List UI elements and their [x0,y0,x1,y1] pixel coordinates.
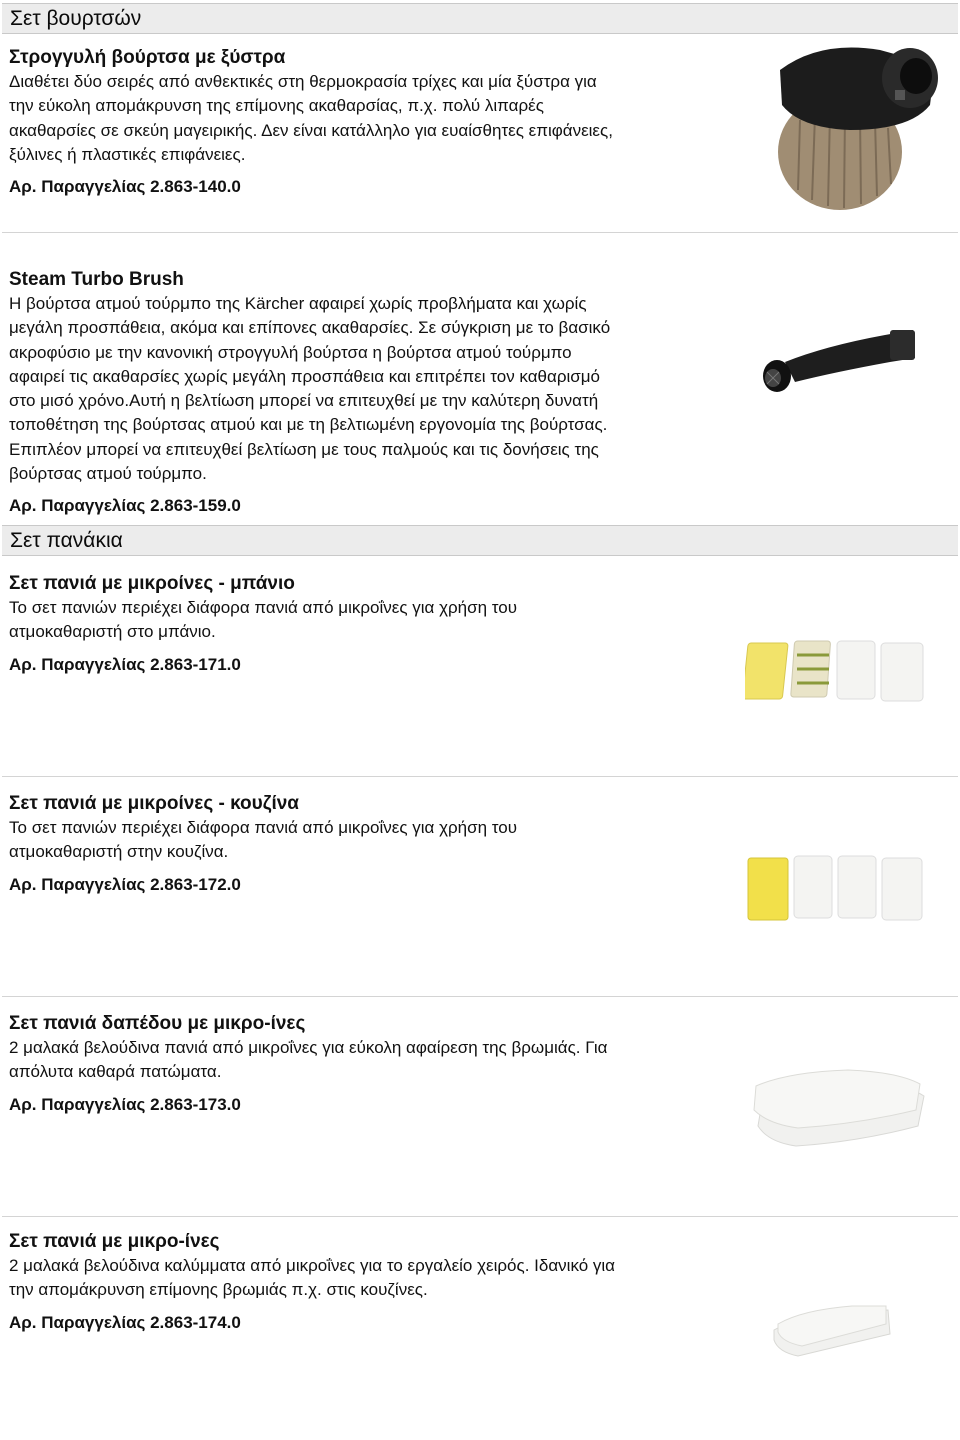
product-title: Σετ πανιά με μικροίνες - κουζίνα [9,793,299,814]
product-title: Στρογγυλή βούρτσα με ξύστρα [9,47,286,68]
order-number: Αρ. Παραγγελίας 2.863-172.0 [9,874,241,894]
round-brush-scraper-image [760,20,945,215]
product-title: Σετ πανιά δαπέδου με μικρο-ίνες [9,1013,306,1034]
section-header-cloths [2,525,958,556]
divider [2,232,958,233]
section-title: Σετ βουρτσών [10,7,142,30]
order-number: Αρ. Παραγγελίας 2.863-171.0 [9,654,241,674]
bathroom-cloth-set-image [745,635,930,705]
product-title: Σετ πανιά με μικρο-ίνες [9,1231,220,1252]
order-number: Αρ. Παραγγελίας 2.863-173.0 [9,1094,241,1114]
product-description: Το σετ πανιών περιέχει διάφορα πανιά από μικροΐνες για χρήση του ατμοκαθαριστή στο μπάνιο. [9,598,518,642]
product-round-brush [9,46,729,199]
product-description: 2 μαλακά βελούδινα πανιά από μικροΐνες για εύκολη αφαίρεση της βρωμιάς. Για απόλυτα καθαρά πατώματα. [9,1038,608,1082]
floor-cloth-set-image [748,1066,933,1150]
product-title: Steam Turbo Brush [9,269,184,290]
product-bathroom-cloth-set [9,572,729,677]
product-hand-tool-cover-set [9,1230,729,1335]
product-description: Το σετ πανιών περιέχει διάφορα πανιά από μικροΐνες για χρήση του ατμοκαθαριστή στην κουζίνα. [9,818,518,862]
product-steam-turbo-brush [9,268,729,518]
divider [2,996,958,997]
divider [2,1216,958,1217]
product-description: Διαθέτει δύο σειρές από ανθεκτικές στη θερμοκρασία τρίχες και μία ξύστρα για την εύκολη απομάκρυνση της επίμονης ακαθαρσίας, π.χ. πολύ λιπαρές ακαθαρσίες σε σκεύη μαγειρικής. Δεν είναι κατάλληλο για ευαίσθητες επιφάνειες, ξύλινες ή πλαστικές επιφάνειες. [9,72,613,164]
product-floor-cloth-set [9,1012,729,1117]
section-title: Σετ πανάκια [10,529,123,552]
product-kitchen-cloth-set [9,792,729,897]
kitchen-cloth-set-image [742,852,927,924]
order-number: Αρ. Παραγγελίας 2.863-174.0 [9,1312,241,1332]
product-description: Η βούρτσα ατμού τούρμπο της Kärcher αφαιρεί χωρίς προβλήματα και χωρίς μεγάλη προσπάθεια, ακόμα και επίπονες ακαθαρσίες. Σε σύγκριση με το βασικό ακροφύσιο με την κανονική στρογγυλή βούρτσα η βούρτσα ατμού τούρμπο αφαιρεί τις ακαθαρσίες χωρίς μεγάλη προσπάθεια και επιτρέπει τον καθαρισμό στο μισό χρόνο.Αυτή η βελτίωση μπορεί να επιτευχθεί με την καλύτερη δυνατή τοποθέτηση της βούρτσας ατμού και με τη βελτιωμένη εργονομία της βούρτσας. Επιπλέον μπορεί να επιτευχθεί βελτίωση με τους παλμούς και τις δονήσεις της βούρτσας ατμού τούρμπο. [9,294,611,484]
product-description: 2 μαλακά βελούδινα καλύμματα από μικροΐνες για το εργαλείο χειρός. Ιδανικό για την απομάκρυνση επίμονης βρωμιάς π.χ. στις κουζίνες. [9,1256,616,1300]
hand-tool-cover-set-image [768,1300,898,1360]
order-number: Αρ. Παραγγελίας 2.863-159.0 [9,496,241,516]
product-title: Σετ πανιά με μικροίνες - μπάνιο [9,573,295,594]
divider [2,776,958,777]
steam-turbo-brush-image [755,320,920,400]
order-number: Αρ. Παραγγελίας 2.863-140.0 [9,177,241,197]
